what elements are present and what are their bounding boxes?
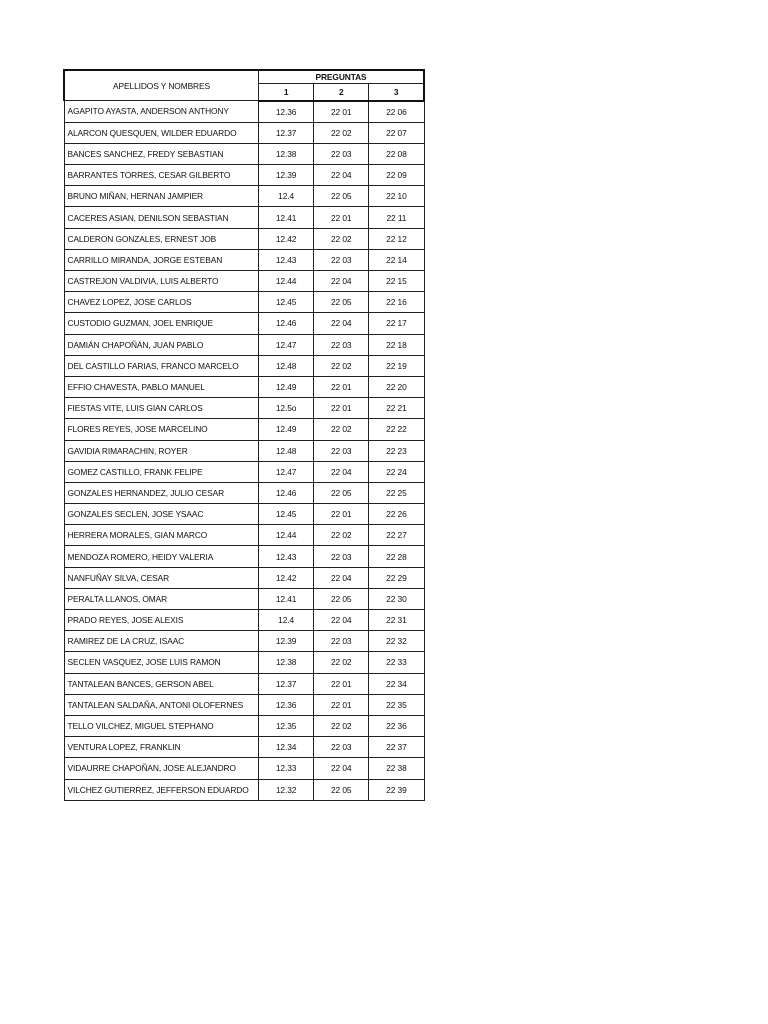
table-row <box>64 334 424 355</box>
question-2-cell: 22 05 <box>314 186 369 207</box>
question-3-cell: 22 34 <box>369 673 424 694</box>
table-row <box>64 652 424 673</box>
question-1-cell: 12.32 <box>259 779 314 800</box>
student-name-cell: DAMIÁN CHAPOÑÁN, JUAN PABLO <box>64 334 259 355</box>
question-1-cell: 12.45 <box>259 504 314 525</box>
student-name-cell: SECLEN VASQUEZ, JOSE LUIS RAMON <box>64 652 259 673</box>
question-2-cell: 22 03 <box>314 334 369 355</box>
question-3-cell: 22 26 <box>369 504 424 525</box>
question-2-cell: 22 02 <box>314 355 369 376</box>
table-row <box>64 376 424 397</box>
question-2-cell: 22 04 <box>314 271 369 292</box>
question-2-cell: 22 04 <box>314 461 369 482</box>
table-row <box>64 207 424 228</box>
table-row <box>64 715 424 736</box>
table-row <box>64 567 424 588</box>
question-2-cell: 22 05 <box>314 588 369 609</box>
header-question-3: 3 <box>369 84 424 101</box>
student-name-cell: AGAPITO AYASTA, ANDERSON ANTHONY <box>64 101 259 123</box>
grade-table <box>63 69 425 801</box>
student-name-cell: VENTURA LOPEZ, FRANKLIN <box>64 737 259 758</box>
question-2-cell: 22 04 <box>314 567 369 588</box>
table-row <box>64 631 424 652</box>
table-body <box>64 101 424 801</box>
question-1-cell: 12.47 <box>259 334 314 355</box>
table-row <box>64 355 424 376</box>
table-row <box>64 610 424 631</box>
student-name-cell: BRUNO MIÑAN, HERNAN JAMPIER <box>64 186 259 207</box>
question-2-cell: 22 01 <box>314 376 369 397</box>
question-1-cell: 12.33 <box>259 758 314 779</box>
student-name-cell: TANTALEAN BANCES, GERSON ABEL <box>64 673 259 694</box>
question-2-cell: 22 04 <box>314 758 369 779</box>
table-row <box>64 271 424 292</box>
student-name-cell: CALDERON GONZALES, ERNEST JOB <box>64 228 259 249</box>
question-1-cell: 12.49 <box>259 376 314 397</box>
student-name-cell: TANTALEAN SALDAÑA, ANTONI OLOFERNES <box>64 694 259 715</box>
student-name-cell: FLORES REYES, JOSE MARCELINO <box>64 419 259 440</box>
question-3-cell: 22 24 <box>369 461 424 482</box>
question-3-cell: 22 25 <box>369 482 424 503</box>
question-1-cell: 12.47 <box>259 461 314 482</box>
table-row <box>64 249 424 270</box>
question-1-cell: 12.46 <box>259 482 314 503</box>
question-1-cell: 12.38 <box>259 143 314 164</box>
question-1-cell: 12.42 <box>259 228 314 249</box>
question-2-cell: 22 01 <box>314 504 369 525</box>
question-1-cell: 12.39 <box>259 631 314 652</box>
question-2-cell: 22 04 <box>314 165 369 186</box>
student-name-cell: GOMEZ CASTILLO, FRANK FELIPE <box>64 461 259 482</box>
question-1-cell: 12.36 <box>259 694 314 715</box>
student-name-cell: GAVIDIA RIMARACHIN, ROYER <box>64 440 259 461</box>
question-3-cell: 22 09 <box>369 165 424 186</box>
question-1-cell: 12.41 <box>259 588 314 609</box>
table-row <box>64 186 424 207</box>
student-name-cell: TELLO VILCHEZ, MIGUEL STEPHANO <box>64 715 259 736</box>
question-3-cell: 22 20 <box>369 376 424 397</box>
question-3-cell: 22 35 <box>369 694 424 715</box>
table-row <box>64 461 424 482</box>
question-3-cell: 22 38 <box>369 758 424 779</box>
question-3-cell: 22 06 <box>369 101 424 123</box>
question-3-cell: 22 15 <box>369 271 424 292</box>
question-1-cell: 12.5o <box>259 398 314 419</box>
student-name-cell: ALARCON QUESQUEN, WILDER EDUARDO <box>64 122 259 143</box>
table-row <box>64 546 424 567</box>
question-3-cell: 22 37 <box>369 737 424 758</box>
question-2-cell: 22 02 <box>314 122 369 143</box>
student-name-cell: EFFIO CHAVESTA, PABLO MANUEL <box>64 376 259 397</box>
table-row <box>64 588 424 609</box>
student-name-cell: GONZALES HERNANDEZ, JULIO CESAR <box>64 482 259 503</box>
question-3-cell: 22 29 <box>369 567 424 588</box>
question-1-cell: 12.36 <box>259 101 314 123</box>
question-1-cell: 12.4 <box>259 186 314 207</box>
table-row <box>64 504 424 525</box>
question-3-cell: 22 21 <box>369 398 424 419</box>
question-1-cell: 12.48 <box>259 440 314 461</box>
table-row <box>64 525 424 546</box>
question-1-cell: 12.37 <box>259 122 314 143</box>
question-2-cell: 22 03 <box>314 631 369 652</box>
question-2-cell: 22 03 <box>314 546 369 567</box>
student-name-cell: RAMIREZ DE LA CRUZ, ISAAC <box>64 631 259 652</box>
question-2-cell: 22 01 <box>314 398 369 419</box>
question-3-cell: 22 08 <box>369 143 424 164</box>
question-2-cell: 22 05 <box>314 779 369 800</box>
student-name-cell: GONZALES SECLEN, JOSE YSAAC <box>64 504 259 525</box>
question-1-cell: 12.46 <box>259 313 314 334</box>
student-name-cell: CACERES ASIAN, DENILSON SEBASTIAN <box>64 207 259 228</box>
question-3-cell: 22 32 <box>369 631 424 652</box>
table-row <box>64 482 424 503</box>
table-row <box>64 228 424 249</box>
question-3-cell: 22 28 <box>369 546 424 567</box>
table-row <box>64 673 424 694</box>
student-name-cell: VIDAURRE CHAPOÑAN, JOSE ALEJANDRO <box>64 758 259 779</box>
student-name-cell: NANFUÑAY SILVA, CESAR <box>64 567 259 588</box>
question-1-cell: 12.43 <box>259 546 314 567</box>
question-2-cell: 22 02 <box>314 652 369 673</box>
question-3-cell: 22 14 <box>369 249 424 270</box>
question-1-cell: 12.44 <box>259 525 314 546</box>
question-3-cell: 22 07 <box>369 122 424 143</box>
question-3-cell: 22 12 <box>369 228 424 249</box>
student-name-cell: BARRANTES TORRES, CESAR GILBERTO <box>64 165 259 186</box>
question-3-cell: 22 33 <box>369 652 424 673</box>
student-name-cell: FIESTAS VITE, LUIS GIAN CARLOS <box>64 398 259 419</box>
question-3-cell: 22 16 <box>369 292 424 313</box>
student-name-cell: PRADO REYES, JOSE ALEXIS <box>64 610 259 631</box>
question-3-cell: 22 23 <box>369 440 424 461</box>
question-2-cell: 22 01 <box>314 673 369 694</box>
question-1-cell: 12.39 <box>259 165 314 186</box>
question-2-cell: 22 04 <box>314 313 369 334</box>
table-row <box>64 313 424 334</box>
table-row <box>64 737 424 758</box>
table-row <box>64 694 424 715</box>
table-row <box>64 165 424 186</box>
question-1-cell: 12.4 <box>259 610 314 631</box>
student-name-cell: CASTREJON VALDIVIA, LUIS ALBERTO <box>64 271 259 292</box>
question-2-cell: 22 03 <box>314 143 369 164</box>
question-3-cell: 22 36 <box>369 715 424 736</box>
question-1-cell: 12.48 <box>259 355 314 376</box>
question-2-cell: 22 02 <box>314 525 369 546</box>
question-3-cell: 22 31 <box>369 610 424 631</box>
question-3-cell: 22 10 <box>369 186 424 207</box>
student-name-cell: CUSTODIO GUZMAN, JOEL ENRIQUE <box>64 313 259 334</box>
student-name-cell: BANCES SANCHEZ, FREDY SEBASTIAN <box>64 143 259 164</box>
table-row <box>64 143 424 164</box>
question-2-cell: 22 04 <box>314 610 369 631</box>
question-3-cell: 22 17 <box>369 313 424 334</box>
question-1-cell: 12.49 <box>259 419 314 440</box>
question-2-cell: 22 01 <box>314 694 369 715</box>
question-1-cell: 12.34 <box>259 737 314 758</box>
question-2-cell: 22 03 <box>314 249 369 270</box>
table-row <box>64 419 424 440</box>
question-1-cell: 12.44 <box>259 271 314 292</box>
student-name-cell: CARRILLO MIRANDA, JORGE ESTEBAN <box>64 249 259 270</box>
question-1-cell: 12.43 <box>259 249 314 270</box>
table-row <box>64 101 424 123</box>
question-2-cell: 22 05 <box>314 292 369 313</box>
question-1-cell: 12.41 <box>259 207 314 228</box>
header-preguntas: PREGUNTAS <box>259 70 424 84</box>
header-question-1: 1 <box>259 84 314 101</box>
question-1-cell: 12.42 <box>259 567 314 588</box>
question-2-cell: 22 02 <box>314 228 369 249</box>
student-name-cell: HERRERA MORALES, GIAN MARCO <box>64 525 259 546</box>
table-row <box>64 758 424 779</box>
student-name-cell: VILCHEZ GUTIERREZ, JEFFERSON EDUARDO <box>64 779 259 800</box>
question-2-cell: 22 03 <box>314 737 369 758</box>
question-1-cell: 12.38 <box>259 652 314 673</box>
question-1-cell: 12.37 <box>259 673 314 694</box>
table-row <box>64 122 424 143</box>
header-names: APELLIDOS Y NOMBRES <box>64 70 259 101</box>
student-name-cell: MENDOZA ROMERO, HEIDY VALERIA <box>64 546 259 567</box>
question-1-cell: 12.35 <box>259 715 314 736</box>
question-3-cell: 22 11 <box>369 207 424 228</box>
table-row <box>64 398 424 419</box>
question-3-cell: 22 18 <box>369 334 424 355</box>
question-2-cell: 22 01 <box>314 207 369 228</box>
question-3-cell: 22 19 <box>369 355 424 376</box>
student-name-cell: PERALTA LLANOS, OMAR <box>64 588 259 609</box>
question-2-cell: 22 05 <box>314 482 369 503</box>
table-row <box>64 440 424 461</box>
question-2-cell: 22 02 <box>314 419 369 440</box>
question-3-cell: 22 22 <box>369 419 424 440</box>
table-header <box>64 70 424 101</box>
table-row <box>64 779 424 800</box>
question-3-cell: 22 30 <box>369 588 424 609</box>
question-2-cell: 22 01 <box>314 101 369 123</box>
table-row <box>64 292 424 313</box>
student-name-cell: CHAVEZ LOPEZ, JOSE CARLOS <box>64 292 259 313</box>
student-name-cell: DEL CASTILLO FARIAS, FRANCO MARCELO <box>64 355 259 376</box>
question-1-cell: 12.45 <box>259 292 314 313</box>
question-3-cell: 22 27 <box>369 525 424 546</box>
header-question-2: 2 <box>314 84 369 101</box>
question-2-cell: 22 03 <box>314 440 369 461</box>
question-3-cell: 22 39 <box>369 779 424 800</box>
question-2-cell: 22 02 <box>314 715 369 736</box>
